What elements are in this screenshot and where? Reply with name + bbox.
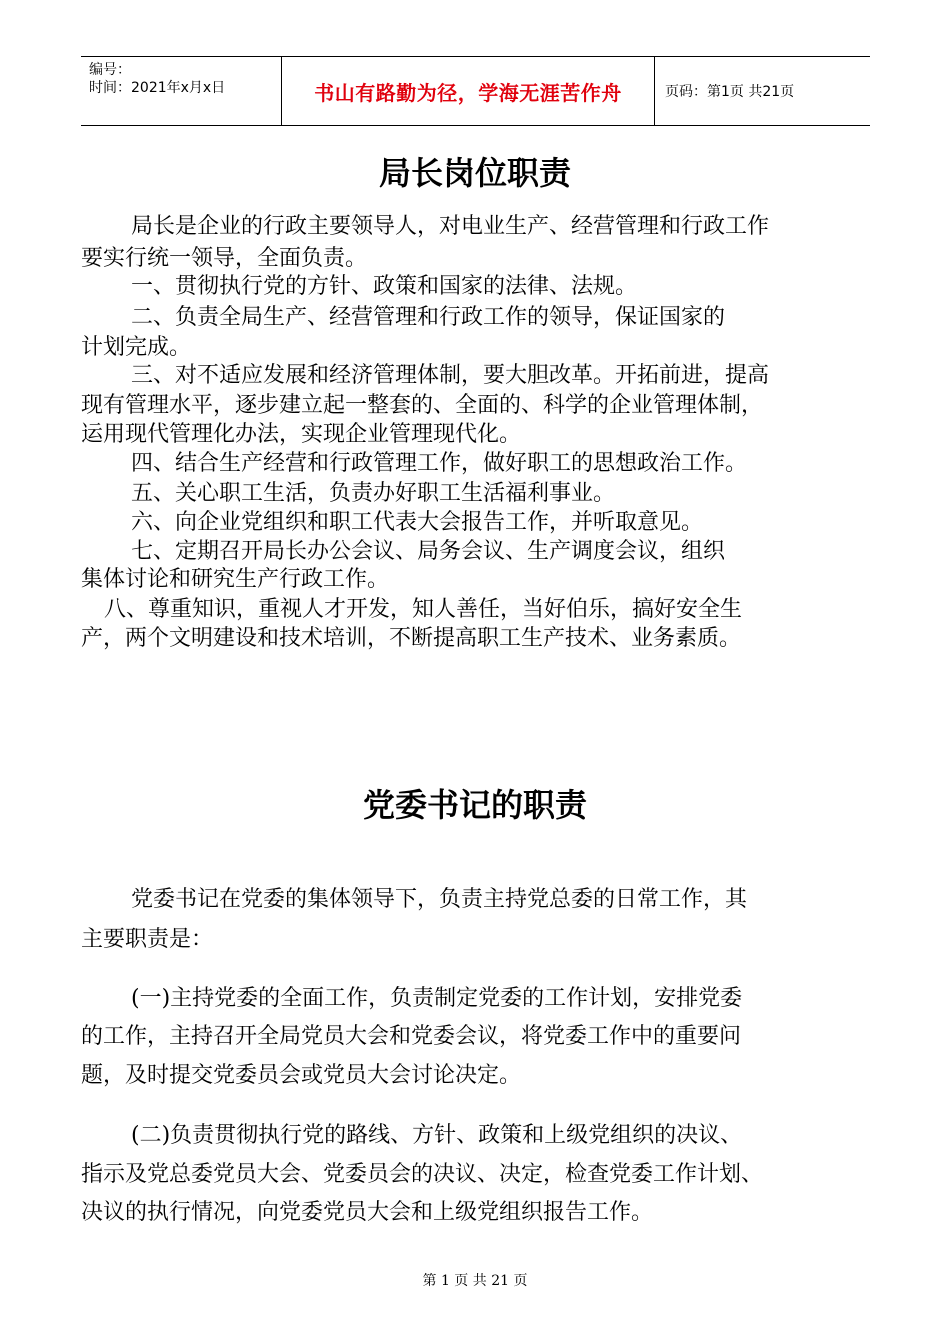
number-label: 编号： [89, 62, 131, 78]
paragraph-line: 党委书记在党委的集体领导下，负责主持党总委的日常工作，其 [131, 887, 748, 912]
paragraph-line: 题，及时提交党委员会或党员大会讨论决定。 [81, 1063, 522, 1088]
paragraph-line: 运用现代管理化办法，实现企业管理现代化。 [81, 422, 522, 447]
paragraph-line: 的工作，主持召开全局党员大会和党委会议，将党委工作中的重要问 [81, 1024, 742, 1049]
paragraph-line: 三、对不适应发展和经济管理体制，要大胆改革。开拓前进，提高 [131, 363, 770, 388]
page-footer: 第 1 页 共 21 页 [422, 1273, 528, 1289]
paragraph-line: 五、关心职工生活，负责办好职工生活福利事业。 [131, 481, 616, 506]
paragraph-line: 局长是企业的行政主要领导人，对电业生产、经营管理和行政工作 [131, 214, 770, 239]
header-page-cell [655, 57, 870, 125]
paragraph-line: 一、贯彻执行党的方针、政策和国家的法律、法规。 [131, 274, 638, 299]
time-label: 时间：2021年x月x日 [89, 80, 226, 96]
paragraph-line: 计划完成。 [81, 335, 192, 360]
paragraph-line: 八、尊重知识，重视人才开发，知人善任，当好伯乐，搞好安全生 [104, 597, 743, 622]
paragraph-line: 集体讨论和研究生产行政工作。 [81, 567, 390, 592]
page-info: 页码：第1页 共21页 [665, 84, 795, 100]
paragraph-line: (一)主持党委的全面工作，负责制定党委的工作计划，安排党委 [131, 986, 743, 1011]
header-meta [81, 57, 281, 125]
paragraph-line: (二)负责贯彻执行党的路线、方针、政策和上级党组织的决议、 [131, 1123, 743, 1148]
document-header [81, 56, 870, 126]
paragraph-line: 六、向企业党组织和职工代表大会报告工作，并听取意见。 [131, 510, 704, 535]
section-title-director: 局长岗位职责 [378, 154, 571, 192]
paragraph-line: 产，两个文明建设和技术培训，不断提高职工生产技术、业务素质。 [81, 626, 742, 651]
paragraph-line: 四、结合生产经营和行政管理工作，做好职工的思想政治工作。 [131, 451, 748, 476]
paragraph-line: 指示及党总委党员大会、党委员会的决议、决定，检查党委工作计划、 [81, 1162, 764, 1187]
section-title-party-secretary: 党委书记的职责 [362, 786, 587, 824]
paragraph-line: 二、负责全局生产、经营管理和行政工作的领导，保证国家的 [131, 305, 726, 330]
paragraph-line: 决议的执行情况，向党委党员大会和上级党组织报告工作。 [81, 1200, 654, 1225]
paragraph-line: 主要职责是： [81, 927, 214, 952]
paragraph-line: 要实行统一领导，全面负责。 [81, 246, 368, 271]
header-motto-cell [281, 57, 655, 125]
motto-text: 书山有路勤为径，学海无涯苦作舟 [314, 80, 622, 105]
paragraph-line: 现有管理水平，逐步建立起一整套的、全面的、科学的企业管理体制， [81, 393, 764, 418]
paragraph-line: 七、定期召开局长办公会议、局务会议、生产调度会议，组织 [131, 539, 726, 564]
